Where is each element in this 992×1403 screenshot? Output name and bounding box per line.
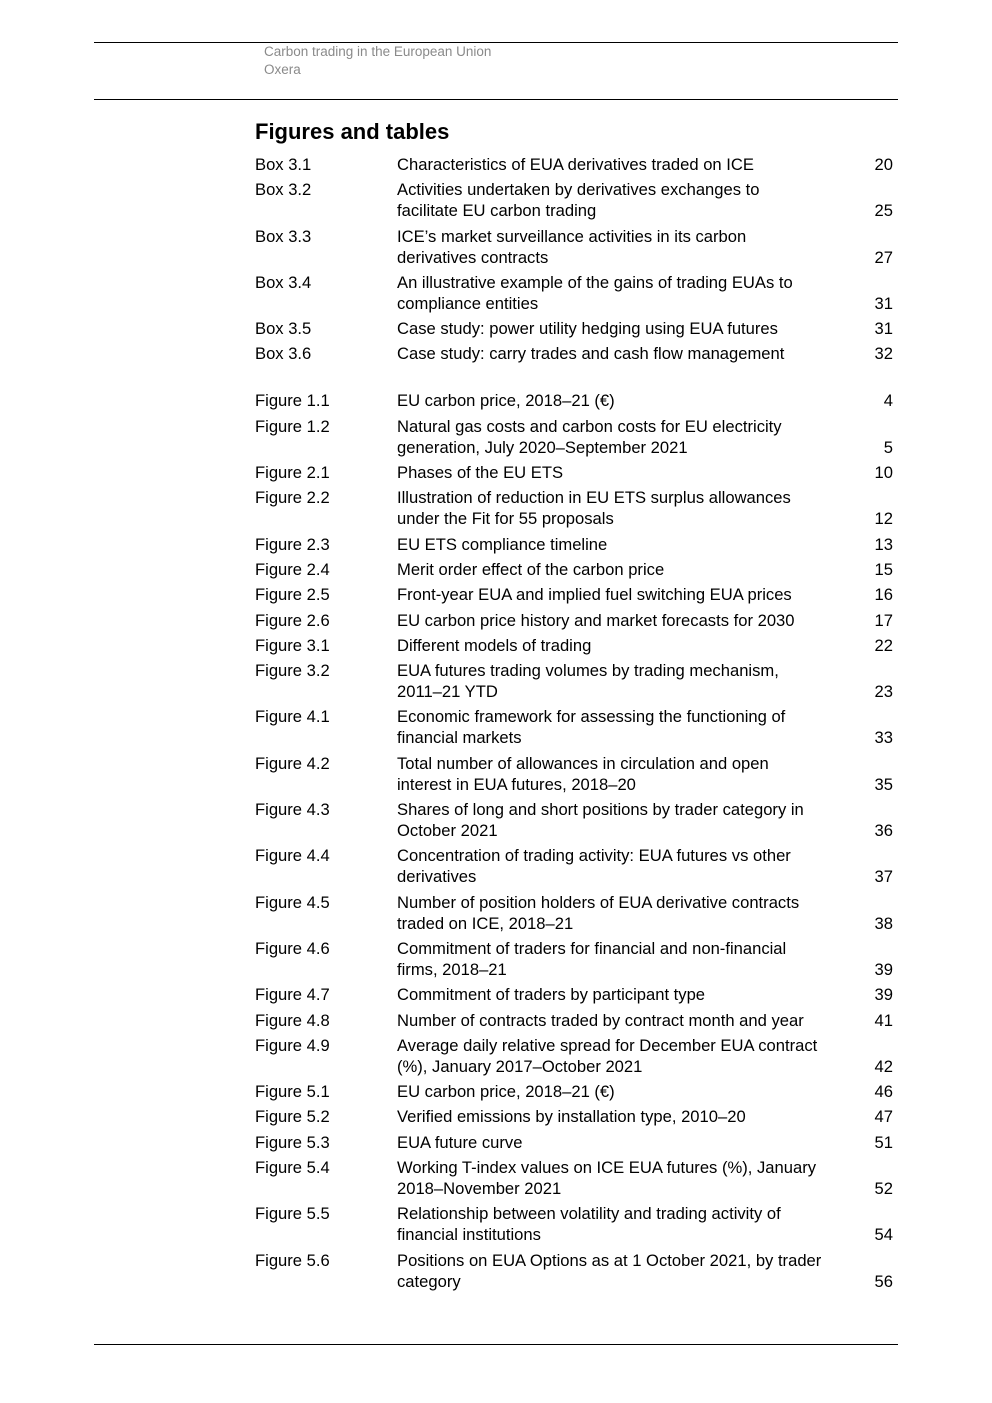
- figure-entry-label: Figure 4.5: [255, 892, 330, 912]
- figure-entry-title-line: EUA futures trading volumes by trading mechanism,: [397, 661, 779, 681]
- figure-entry-label: Figure 5.3: [255, 1132, 330, 1152]
- figure-entry[interactable]: [255, 753, 895, 795]
- figure-entry-title-line: category: [397, 1271, 461, 1291]
- figure-entry-title: [397, 1157, 877, 1199]
- figure-entry-title-line: (%), January 2017–October 2021: [397, 1056, 643, 1076]
- figure-entry-title: [397, 660, 877, 702]
- figure-entry-title-line: Economic framework for assessing the functioning of: [397, 707, 786, 727]
- figure-entry-title: [397, 1010, 877, 1031]
- figure-entry-title-line: Phases of the EU ETS: [397, 463, 564, 483]
- figure-entry-title-line: Relationship between volatility and trading activity of: [397, 1204, 781, 1224]
- footer-rule: [94, 1344, 898, 1345]
- box-entry-label: Box 3.3: [255, 226, 312, 246]
- figure-entry-label: Figure 3.1: [255, 635, 330, 655]
- figure-entry-title-line: traded on ICE, 2018–21: [397, 913, 574, 933]
- figure-entry[interactable]: [255, 416, 895, 458]
- figure-entry-page-number: 37: [874, 867, 893, 887]
- box-entry-title: [397, 154, 877, 175]
- figure-entry[interactable]: [255, 1203, 895, 1245]
- box-entry[interactable]: [255, 226, 895, 268]
- box-entry-page-number: 20: [874, 155, 893, 174]
- figure-entry-label: Figure 4.6: [255, 938, 330, 958]
- figure-entry-title-line: derivatives: [397, 867, 477, 887]
- boxes-list: [255, 154, 895, 364]
- figure-entry-title-line: EUA future curve: [397, 1132, 523, 1152]
- figure-entry-title-line: 2011–21 YTD: [397, 682, 498, 702]
- box-entry-label: Box 3.6: [255, 344, 312, 364]
- figure-entry-title: [397, 892, 877, 934]
- figure-entry-title: [397, 584, 877, 605]
- figure-entry-title-line: October 2021: [397, 821, 498, 841]
- figure-entry-label: Figure 4.4: [255, 846, 330, 866]
- figure-entry[interactable]: [255, 938, 895, 980]
- figures-tables-list: [255, 154, 895, 1296]
- figure-entry[interactable]: [255, 984, 895, 1005]
- figure-entry-title: [397, 462, 877, 483]
- figure-entry[interactable]: [255, 1132, 895, 1153]
- figure-entry[interactable]: [255, 635, 895, 656]
- figure-entry[interactable]: [255, 559, 895, 580]
- figure-entry-label: Figure 5.1: [255, 1082, 330, 1102]
- header-bottom-rule: [94, 99, 898, 100]
- figure-entry-title: [397, 845, 877, 887]
- figure-entry-label: Figure 4.2: [255, 753, 330, 773]
- box-entry[interactable]: [255, 272, 895, 314]
- figure-entry-page-number: 41: [874, 1010, 893, 1030]
- figure-entry-title-line: Number of position holders of EUA derivative contracts: [397, 892, 800, 912]
- figure-entry-label: Figure 2.5: [255, 585, 330, 605]
- box-entry-page-number: 31: [874, 319, 893, 339]
- figure-entry-page-number: 47: [874, 1107, 893, 1127]
- figure-entry-label: Figure 2.1: [255, 463, 330, 483]
- figure-entry-title-line: under the Fit for 55 proposals: [397, 509, 614, 529]
- box-entry-title: [397, 343, 877, 364]
- box-entry-title-line: compliance entities: [397, 293, 539, 313]
- figure-entry[interactable]: [255, 1010, 895, 1031]
- box-entry-title-line: Characteristics of EUA derivatives traded on ICE: [397, 155, 754, 174]
- figure-entry[interactable]: [255, 487, 895, 529]
- figure-entry-page-number: 23: [874, 682, 893, 702]
- figure-entry-label: Figure 5.6: [255, 1250, 330, 1270]
- running-header: [264, 43, 491, 78]
- figure-entry-title: [397, 1106, 877, 1127]
- figure-entry[interactable]: [255, 1106, 895, 1127]
- figure-entry-title-line: Working T-index values on ICE EUA futures (%), January: [397, 1158, 817, 1177]
- figure-entry-page-number: 12: [874, 509, 893, 529]
- figure-entry-page-number: 56: [874, 1271, 893, 1291]
- figure-entry-label: Figure 1.1: [255, 391, 330, 411]
- figure-entry-label: Figure 2.2: [255, 488, 330, 508]
- figure-entry[interactable]: [255, 390, 895, 411]
- figure-entry-title-line: Average daily relative spread for December EUA contract: [397, 1035, 818, 1055]
- figure-entry-title-line: Total number of allowances in circulation and open: [397, 753, 769, 773]
- figure-entry-page-number: 33: [874, 728, 893, 748]
- figure-entry[interactable]: [255, 610, 895, 631]
- figure-entry-title: [397, 1035, 877, 1077]
- list-gap: [255, 369, 895, 391]
- figure-entry-title: [397, 1132, 877, 1153]
- figure-entry-title: [397, 487, 877, 529]
- header-top-rule: [94, 42, 898, 43]
- box-entry[interactable]: [255, 154, 895, 175]
- figure-entry-page-number: 39: [874, 985, 893, 1005]
- figure-entry-label: Figure 2.6: [255, 610, 330, 630]
- running-header-publisher: Oxera: [264, 61, 301, 77]
- figure-entry-title: [397, 559, 877, 580]
- figure-entry-page-number: 35: [874, 774, 893, 794]
- box-entry-title: [397, 318, 877, 339]
- box-entry-label: Box 3.2: [255, 180, 312, 200]
- figure-entry[interactable]: [255, 845, 895, 887]
- figure-entry-title: [397, 799, 877, 841]
- figure-entry-title: [397, 753, 877, 795]
- figure-entry-page-number: 38: [874, 913, 893, 933]
- figure-entry-page-number: 42: [874, 1056, 893, 1076]
- figure-entry[interactable]: [255, 892, 895, 934]
- section-title: Figures and tables: [255, 119, 450, 144]
- figure-entry-title-line: Front-year EUA and implied fuel switching EUA prices: [397, 585, 792, 605]
- figure-entry[interactable]: [255, 584, 895, 605]
- figure-entry-title: [397, 390, 877, 411]
- figure-entry-label: Figure 3.2: [255, 661, 330, 681]
- box-entry[interactable]: [255, 343, 895, 364]
- figure-entry-page-number: 54: [874, 1225, 893, 1245]
- figure-entry-page-number: 22: [874, 635, 893, 655]
- box-entry-title-line: Case study: power utility hedging using EUA futures: [397, 319, 778, 339]
- figure-entry[interactable]: [255, 1157, 895, 1199]
- box-entry-title: [397, 226, 877, 268]
- figure-entry-page-number: 16: [874, 585, 893, 605]
- figure-entry-label: Figure 4.3: [255, 800, 330, 820]
- figure-entry-title-line: generation, July 2020–September 2021: [397, 437, 688, 457]
- figure-entry-title-line: 2018–November 2021: [397, 1179, 562, 1198]
- box-entry-label: Box 3.1: [255, 155, 312, 174]
- figure-entry-title-line: Commitment of traders for financial and non-financial: [397, 938, 787, 958]
- figure-entry-label: Figure 4.1: [255, 707, 330, 727]
- figure-entry-title-line: Positions on EUA Options as at 1 October 2021, by trader: [397, 1250, 822, 1270]
- figure-entry[interactable]: [255, 462, 895, 483]
- box-entry-title: [397, 272, 877, 314]
- box-entry-title-line: An illustrative example of the gains of trading EUAs to: [397, 272, 793, 292]
- figure-entry-title: [397, 706, 877, 748]
- figure-entry-title: [397, 1203, 877, 1245]
- figure-entry-title: [397, 1081, 877, 1102]
- figure-entry-page-number: 52: [874, 1179, 893, 1198]
- figure-entry[interactable]: [255, 706, 895, 748]
- figure-entry-title-line: EU ETS compliance timeline: [397, 534, 608, 554]
- box-entry-page-number: 31: [874, 293, 893, 313]
- figure-entry[interactable]: [255, 1250, 895, 1292]
- running-header-title: Carbon trading in the European Union: [264, 44, 492, 59]
- figures-list: [255, 390, 895, 1291]
- figure-entry[interactable]: [255, 660, 895, 702]
- figure-entry-title-line: interest in EUA futures, 2018–20: [397, 774, 636, 794]
- figure-entry-label: Figure 5.4: [255, 1158, 330, 1177]
- figure-entry-page-number: 39: [874, 959, 893, 979]
- box-entry-page-number: 32: [874, 344, 893, 364]
- figure-entry-label: Figure 5.5: [255, 1204, 330, 1224]
- box-entry-label: Box 3.5: [255, 319, 312, 339]
- figure-entry-title: [397, 635, 877, 656]
- figure-entry-title: [397, 610, 877, 631]
- box-entry-page-number: 25: [874, 201, 893, 221]
- figure-entry-page-number: 10: [874, 463, 893, 483]
- figure-entry-title: [397, 1250, 877, 1292]
- box-entry[interactable]: [255, 318, 895, 339]
- figure-entry-title-line: Shares of long and short positions by trader category in: [397, 800, 804, 820]
- figure-entry-title-line: firms, 2018–21: [397, 959, 507, 979]
- box-entry-title: [397, 179, 877, 221]
- figure-entry-title-line: Natural gas costs and carbon costs for EU electricity: [397, 416, 782, 436]
- figure-entry-title-line: financial institutions: [397, 1225, 541, 1245]
- box-entry-label: Box 3.4: [255, 272, 312, 292]
- box-entry-title-line: derivatives contracts: [397, 247, 549, 267]
- figure-entry-title-line: EU carbon price history and market forecasts for 2030: [397, 610, 795, 630]
- figure-entry-page-number: 36: [874, 821, 893, 841]
- figure-entry-title-line: Merit order effect of the carbon price: [397, 559, 665, 579]
- figure-entry-title-line: Verified emissions by installation type, 2010–20: [397, 1107, 746, 1127]
- box-entry-title-line: ICE’s market surveillance activities in its carbon: [397, 226, 747, 246]
- figure-entry[interactable]: [255, 534, 895, 555]
- figure-entry-page-number: 4: [883, 391, 893, 411]
- figure-entry-label: Figure 2.3: [255, 534, 330, 554]
- figure-entry[interactable]: [255, 1081, 895, 1102]
- figure-entry-title: [397, 416, 877, 458]
- figure-entry-title-line: EU carbon price, 2018–21 (€): [397, 1082, 615, 1102]
- figure-entry-page-number: 46: [874, 1082, 893, 1102]
- figure-entry[interactable]: [255, 1035, 895, 1077]
- figure-entry-page-number: 17: [874, 610, 893, 630]
- figure-entry-title: [397, 938, 877, 980]
- figure-entry-page-number: 5: [883, 437, 893, 457]
- figure-entry-label: Figure 1.2: [255, 416, 330, 436]
- box-entry-title-line: Activities undertaken by derivatives exchanges to: [397, 180, 760, 200]
- figure-entry-title-line: Concentration of trading activity: EUA futures vs other: [397, 846, 791, 866]
- figure-entry[interactable]: [255, 799, 895, 841]
- figure-entry-title-line: Number of contracts traded by contract month and year: [397, 1010, 804, 1030]
- figure-entry-label: Figure 5.2: [255, 1107, 330, 1127]
- figure-entry-label: Figure 4.8: [255, 1010, 330, 1030]
- figure-entry-title-line: Different models of trading: [397, 635, 592, 655]
- figure-entry-title-line: Illustration of reduction in EU ETS surplus allowances: [397, 488, 791, 508]
- figure-entry-page-number: 15: [874, 559, 893, 579]
- box-entry-title-line: Case study: carry trades and cash flow management: [397, 344, 785, 364]
- figure-entry-title-line: Commitment of traders by participant type: [397, 985, 706, 1005]
- figure-entry-page-number: 13: [874, 534, 893, 554]
- figure-entry-title-line: EU carbon price, 2018–21 (€): [397, 391, 615, 411]
- figure-entry-page-number: 51: [874, 1132, 893, 1152]
- box-entry[interactable]: [255, 179, 895, 221]
- box-entry-title-line: facilitate EU carbon trading: [397, 201, 597, 221]
- figure-entry-title: [397, 534, 877, 555]
- figure-entry-label: Figure 4.9: [255, 1035, 330, 1055]
- figure-entry-title: [397, 984, 877, 1005]
- figure-entry-label: Figure 2.4: [255, 559, 330, 579]
- box-entry-page-number: 27: [874, 247, 893, 267]
- figure-entry-title-line: financial markets: [397, 728, 522, 748]
- figure-entry-label: Figure 4.7: [255, 985, 330, 1005]
